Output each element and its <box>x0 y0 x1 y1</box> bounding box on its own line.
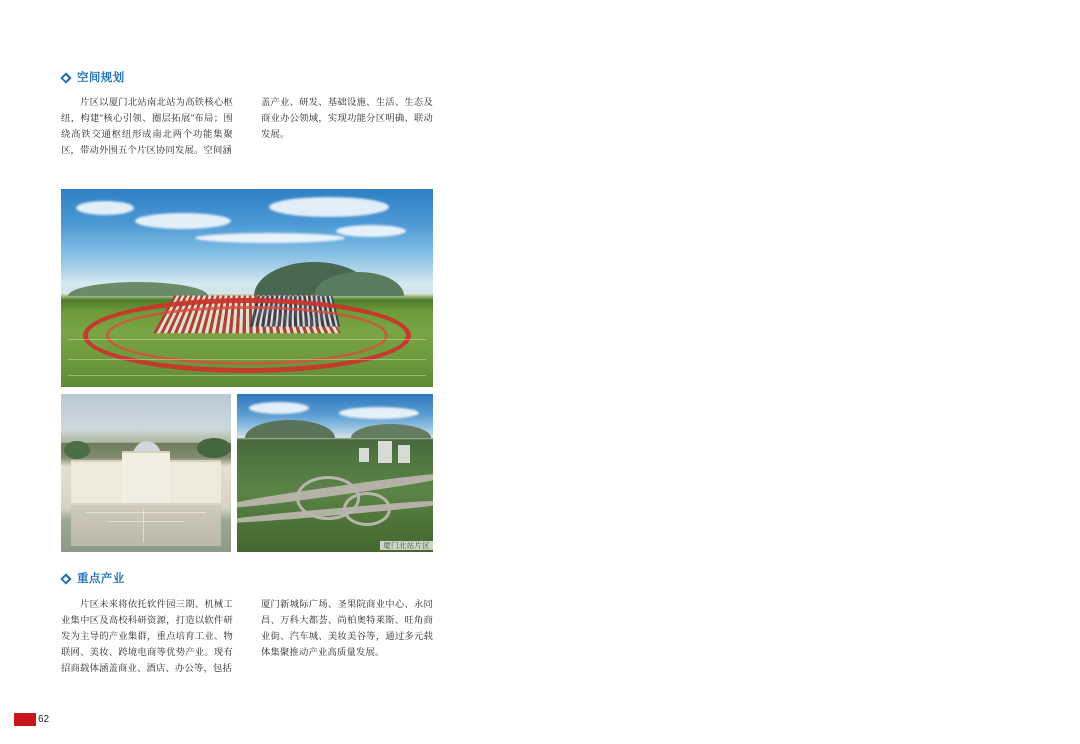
cloud-shape <box>195 233 345 243</box>
building-shape <box>359 448 369 462</box>
field-line <box>68 339 425 340</box>
diamond-bullet-icon <box>61 574 72 585</box>
building-shape <box>398 445 410 463</box>
body-column-left-industries <box>61 596 233 676</box>
interchange-loop <box>343 492 391 526</box>
section-title: 空间规划 <box>77 72 125 84</box>
cloud-shape <box>339 407 419 419</box>
building-center-block <box>122 451 170 504</box>
bus-ring-inner <box>106 306 389 365</box>
body-column-left-spatial <box>61 94 233 158</box>
cloud-shape <box>269 197 389 217</box>
mountain-shape <box>68 282 208 296</box>
paragraph: 厦门新城际广场、圣果院商业中心、永同昌、万科大都荟、尚柏奥特莱斯、旺角商业街、汽车城、美妆美谷等，通过多元载体集聚推动产业高质量发展。 <box>261 599 433 657</box>
plaza-line <box>143 509 144 542</box>
section-heading-key-industries <box>61 574 125 586</box>
highway-interchange-photo <box>237 394 433 552</box>
field-line <box>68 359 425 360</box>
section-title: 重点产业 <box>77 573 125 585</box>
building-shape <box>378 441 392 463</box>
footer-color-mark <box>14 713 36 726</box>
paragraph: 片区以厦门北站南北站为高铁核心枢纽，构建“核心引领、圈层拓展”布局；围绕高铁交通枢纽形成南北两个功能集聚区，带动外围五个片区协同发展。空间涵 <box>61 97 233 155</box>
aerial-bus-depot-photo <box>61 189 433 387</box>
paragraph: 片区未来将依托软件园三期、机械工业集中区及高校科研资源，打造以软件研发为主导的产业集群，重点培育工业、物联网、美妆、跨境电商等优势产业。现有招商载体涵盖商业、酒店、办公等，包括 <box>61 599 233 673</box>
plaza-ground <box>71 505 221 546</box>
plaza-line <box>86 512 206 513</box>
diamond-bullet-icon <box>61 73 72 84</box>
figure-caption: 厦门北站片区 <box>380 541 433 551</box>
body-column-right-spatial <box>261 94 433 142</box>
cloud-shape <box>135 213 231 229</box>
tree-shape <box>197 438 231 458</box>
paragraph: 盖产业、研发、基础设施、生活、生态及商业办公领域，实现功能分区明确、联动发展。 <box>261 97 433 139</box>
tree-shape <box>64 441 90 459</box>
body-column-right-industries <box>261 596 433 660</box>
cloud-shape <box>336 225 406 237</box>
mountain-shape <box>351 424 431 438</box>
mountain-shape <box>245 420 335 438</box>
cloud-shape <box>76 201 134 215</box>
section-heading-spatial-planning <box>61 73 125 85</box>
cloud-shape <box>249 402 309 414</box>
plaza-building-photo <box>61 394 231 552</box>
field-line <box>68 375 425 376</box>
page-number: 62 <box>38 714 50 725</box>
plaza-line <box>107 521 185 522</box>
